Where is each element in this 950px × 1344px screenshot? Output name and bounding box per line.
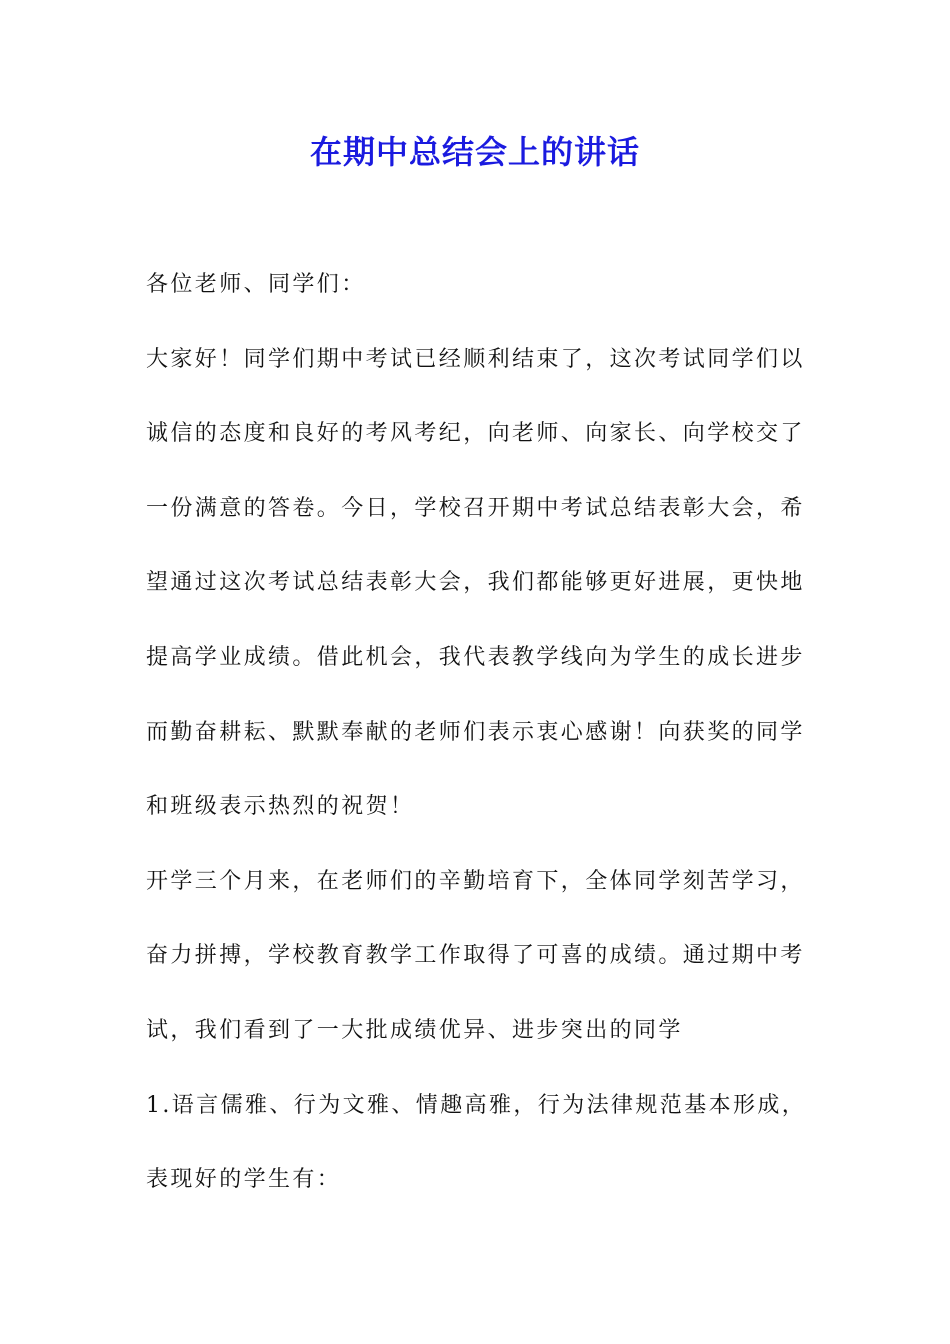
text-line: 和班级表示热烈的祝贺！ (146, 794, 415, 820)
paragraph-opening (146, 335, 806, 833)
text-line: 一份满意的答卷。今日，学校召开期中考试总结表彰大会，希 (146, 495, 805, 521)
text-line: 各位老师、同学们： (146, 272, 366, 297)
paragraph-greeting (146, 260, 806, 310)
document-body (146, 260, 806, 1230)
paragraph-achievements (146, 857, 806, 1056)
document-title: 在期中总结会上的讲话 (309, 133, 640, 171)
text-line: 望通过这次考试总结表彰大会，我们都能够更好进展，更快地 (146, 570, 805, 596)
text-line: 提高学业成绩。借此机会，我代表教学线向为学生的成长进步 (146, 644, 805, 670)
text-line: 而勤奋耕耘、默默奉献的老师们表示衷心感谢！向获奖的同学 (146, 719, 805, 745)
text-line: 诚信的态度和良好的考风考纪，向老师、向家长、向学校交了 (146, 421, 805, 447)
text-line: 1.语言儒雅、行为文雅、情趣高雅，行为法律规范基本形成， (146, 1092, 807, 1118)
text-line: 大家好！同学们期中考试已经顺利结束了，这次考试同学们以 (146, 346, 805, 372)
text-line: 试，我们看到了一大批成绩优异、进步突出的同学 (146, 1017, 683, 1043)
text-line: 表现好的学生有： (146, 1167, 342, 1193)
text-line: 开学三个月来，在老师们的辛勤培育下，全体同学刻苦学习， (146, 868, 805, 894)
paragraph-list-item-1 (146, 1081, 806, 1206)
text-line: 奋力拼搏，学校教育教学工作取得了可喜的成绩。通过期中考 (146, 943, 805, 969)
